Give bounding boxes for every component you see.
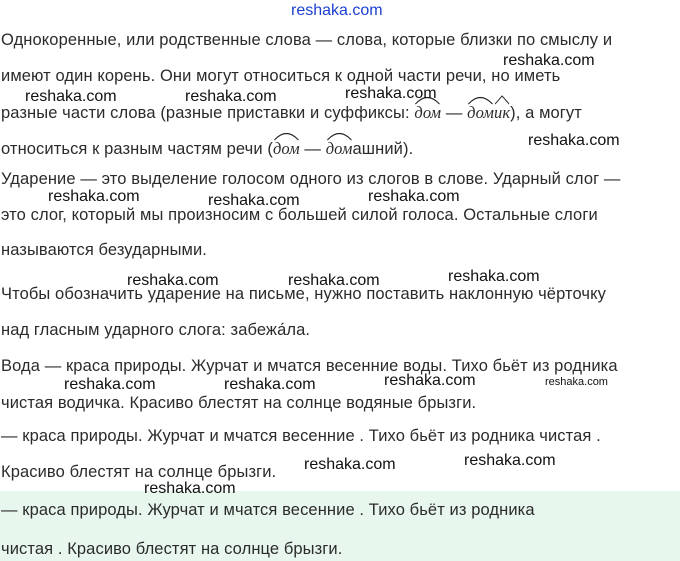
text-line: — краса природы. Журчат и мчатся весенние . Тихо бьёт из родника: [1, 501, 535, 519]
watermark: reshaka.com: [185, 88, 277, 105]
text-line: чистая водичка. Красиво блестят на солнце водяные брызги.: [1, 394, 477, 412]
watermark: reshaka.com: [25, 88, 117, 105]
watermark: reshaka.com: [48, 188, 140, 205]
watermark: reshaka.com: [368, 188, 460, 205]
watermark: reshaka.com: [464, 452, 556, 469]
word-text: дом: [467, 103, 494, 122]
text-line: это слог, который мы произносим с большей силой голоса. Остальные слоги: [1, 206, 598, 224]
text-line-with-examples: [1, 139, 413, 159]
text-line-with-examples: [1, 103, 582, 123]
watermark: reshaka.com: [503, 52, 595, 69]
watermark: reshaka.com: [127, 272, 219, 289]
word-suffix: [494, 103, 510, 123]
root-arc-icon: [467, 95, 494, 105]
word-root: [467, 103, 494, 123]
text-line: Красиво блестят на солнце брызги.: [1, 463, 277, 481]
text-fragment: ашний).: [352, 140, 414, 158]
root-arc-icon: [273, 131, 300, 141]
watermark: reshaka.com: [304, 456, 396, 473]
watermark: reshaka.com: [144, 480, 236, 497]
watermark: reshaka.com: [208, 192, 300, 209]
text-line: — краса природы. Журчат и мчатся весенние . Тихо бьёт из родника чистая .: [1, 427, 601, 445]
watermark-top: reshaka.com: [291, 2, 383, 19]
suffix-caret-icon: [494, 95, 510, 105]
watermark: reshaka.com: [528, 132, 620, 149]
example-word-domik: [467, 103, 510, 123]
word-text: дом: [272, 139, 300, 158]
text-line: чистая . Красиво блестят на солнце брызги.: [1, 540, 343, 558]
example-word-dom: [273, 139, 300, 159]
text-fragment: относиться к разным частям речи (: [1, 140, 273, 158]
text-line: называются безударными.: [1, 241, 207, 259]
text-line: над гласным ударного слога: забежа́ла.: [1, 321, 311, 339]
watermark: reshaka.com: [224, 376, 316, 393]
word-text: дом: [325, 139, 353, 158]
example-word-dom: [414, 103, 441, 123]
text-line: Ударение — это выделение голосом одного из слогов в слове. Ударный слог —: [1, 170, 621, 188]
text-line: Однокоренные, или родственные слова — слова, которые близки по смыслу и: [1, 31, 613, 49]
watermark: reshaka.com: [345, 85, 437, 102]
word-text: ик: [493, 103, 511, 122]
watermark: reshaka.com: [545, 376, 608, 388]
text-fragment: —: [299, 140, 326, 158]
word-text: дом: [414, 103, 442, 122]
root-arc-icon: [326, 131, 353, 141]
watermark: reshaka.com: [288, 272, 380, 289]
example-word-domashniy-root: [326, 139, 353, 159]
text-fragment: разные части слова (разные приставки и суффиксы:: [1, 104, 415, 122]
watermark: reshaka.com: [448, 268, 540, 285]
text-line: Вода — краса природы. Журчат и мчатся весенние воды. Тихо бьёт из родника: [1, 357, 618, 375]
text-fragment: —: [441, 104, 468, 122]
watermark: reshaka.com: [64, 376, 156, 393]
text-line: имеют один корень. Они могут относиться к одной части речи, но иметь: [1, 67, 561, 85]
watermark: reshaka.com: [384, 372, 476, 389]
text-fragment: ), а могут: [510, 104, 582, 122]
text-line: Чтобы обозначить ударение на письме, нужно поставить наклонную чёрточку: [1, 285, 606, 303]
